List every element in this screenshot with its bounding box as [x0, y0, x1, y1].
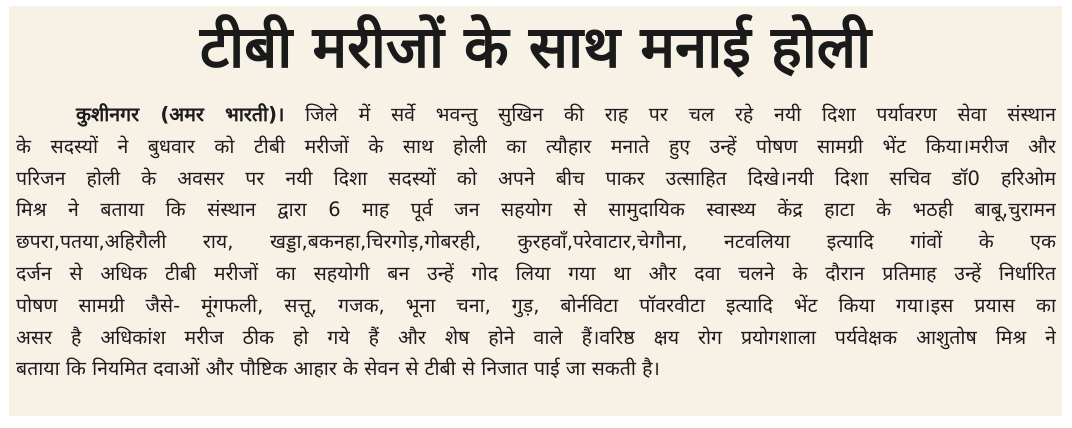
article-line-3: परिजन होली के अवसर पर नयी दिशा सदस्यों को अपने बीच पाकर उत्साहित दिखे।नयी दिशा सचिव डॉ0 हरिओम [16, 166, 1056, 190]
article-line-1 [16, 99, 1056, 131]
dateline: कुशीनगर (अमर भारती)। [76, 103, 285, 126]
article-body [16, 99, 1056, 385]
headline: टीबी मरीजों के साथ मनाई होली [199, 13, 872, 81]
article-line-5: छपरा,पतया,अहिरौली राय, खड्डा,बकनहा,चिरगोड़,गोबरही, कुरहवाँ,परेवाटार,चेगौना, नटवलिया इत्यादि गांवों के एक [16, 230, 1056, 254]
article-line-8: असर है अधिकांश मरीज ठीक हो गये हैं और शेष होने वाले हैं।वरिष्ठ क्षय रोग प्रयोगशाला पर्यवेक्षक आशुतोष मिश्र ने [16, 325, 1056, 349]
article-line-4: मिश्र ने बताया कि संस्थान द्वारा 6 माह पूर्व जन सहयोग से सामुदायिक स्वास्थ्य केंद्र हाटा के भठही बाबू,चुरामन [16, 198, 1056, 222]
article-line-text: जिले में सर्वे भवन्तु सुखिन की राह पर चल रहे नयी दिशा पर्यावरण सेवा संस्थान [305, 103, 1056, 126]
article-line-6: दर्जन से अधिक टीबी मरीजों का सहयोगी बन उन्हें गोद लिया गया था और दवा चलने के दौरान प्रतिमाह उन्हें निर्धारित [16, 261, 1056, 285]
article-line-7: पोषण सामग्री जैसे- मूंगफली, सत्तू, गजक, भूना चना, गुड़, बोर्नविटा पॉवरवीटा इत्यादि भेंट किया गया।इस प्रयास का [16, 293, 1056, 317]
article-line-2: के सदस्यों ने बुधवार को टीबी मरीजों के साथ होली का त्यौहार मनाते हुए उन्हें पोषण सामग्री भेंट किया।मरीज और [16, 134, 1056, 158]
article-line-9: बताया कि नियमित दवाओं और पौष्टिक आहार के सेवन से टीबी से निजात पाई जा सकती है। [16, 357, 660, 381]
newspaper-clipping [9, 6, 1062, 416]
